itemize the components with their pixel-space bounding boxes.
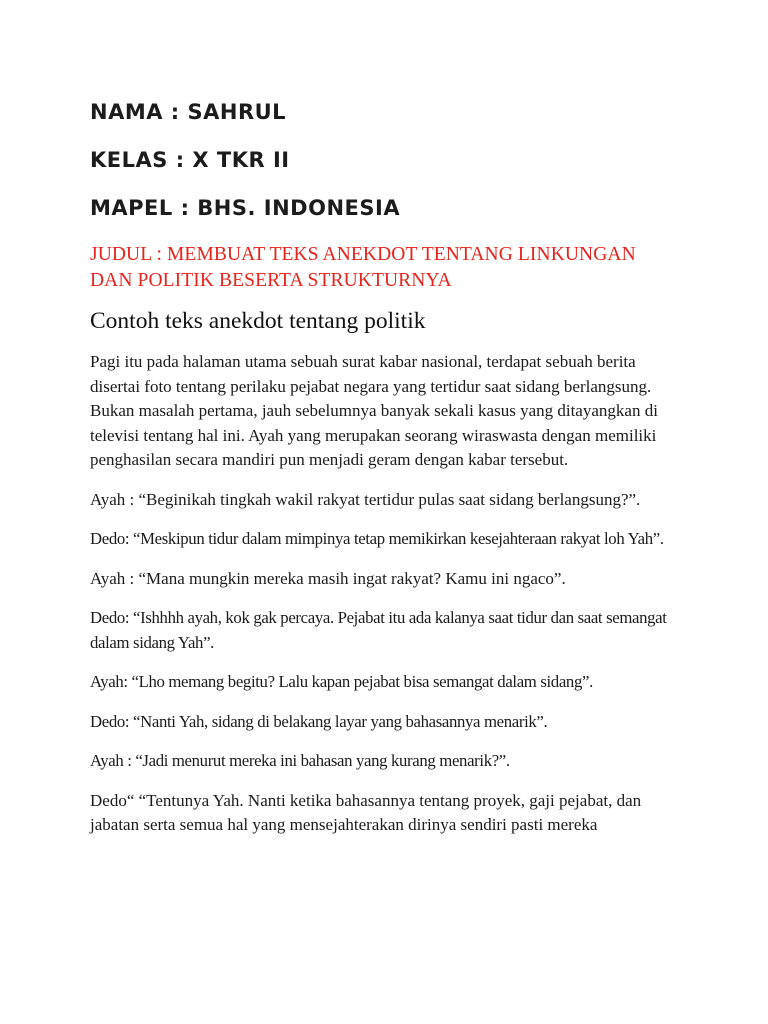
student-name: NAMA : SAHRUL [90,100,287,124]
dialog-line: Ayah : “Jadi menurut mereka ini bahasan yang kurang menarik?”. [90,751,510,770]
dialog-line: Dedo: “Nanti Yah, sidang di belakang layar yang bahasannya menarik”. [90,711,548,731]
intro-paragraph: Pagi itu pada halaman utama sebuah surat kabar nasional, terdapat sebuah berita disertai foto tentang perilaku pejabat negara yang tertidur saat sidang berlangsung. Bukan masalah pertama, jauh sebelumnya banyak sekali kasus yang ditayangkan di televisi tentang hal ini. Ayah yang merupakan seorang wiraswasta dengan memiliki penghasilan secara mandiri pun menjadi geram dengan kabar tersebut. [90,352,658,469]
dialog-line: Dedo: “Ishhhh ayah, kok gak percaya. Pejabat itu ada kalanya saat tidur dan saat semangat dalam sidang Yah”. [90,608,667,652]
student-class: KELAS : X TKR II [90,148,290,172]
assignment-title: JUDUL : MEMBUAT TEKS ANEKDOT TENTANG LINKUNGAN DAN POLITIK BESERTA STRUKTURNYA [90,244,636,291]
dialog-line: Dedo: “Meskipun tidur dalam mimpinya tetap memikirkan kesejahteraan rakyat loh Yah”. [90,529,664,548]
subject: MAPEL : BHS. INDONESIA [90,196,401,220]
dialog-line: Dedo“ “Tentunya Yah. Nanti ketika bahasannya tentang proyek, gaji pejabat, dan jabatan serta semua hal yang mensejahterakan dirinya sendiri pasti mereka [90,790,642,834]
section-heading: Contoh teks anekdot tentang politik [90,308,426,334]
dialog-line: Ayah : “Beginikah tingkah wakil rakyat tertidur pulas saat sidang berlangsung?”. [90,489,641,509]
dialog-line: Ayah : “Mana mungkin mereka masih ingat rakyat? Kamu ini ngaco”. [90,568,566,588]
dialog-line: Ayah: “Lho memang begitu? Lalu kapan pejabat bisa semangat dalam sidang”. [90,672,593,691]
